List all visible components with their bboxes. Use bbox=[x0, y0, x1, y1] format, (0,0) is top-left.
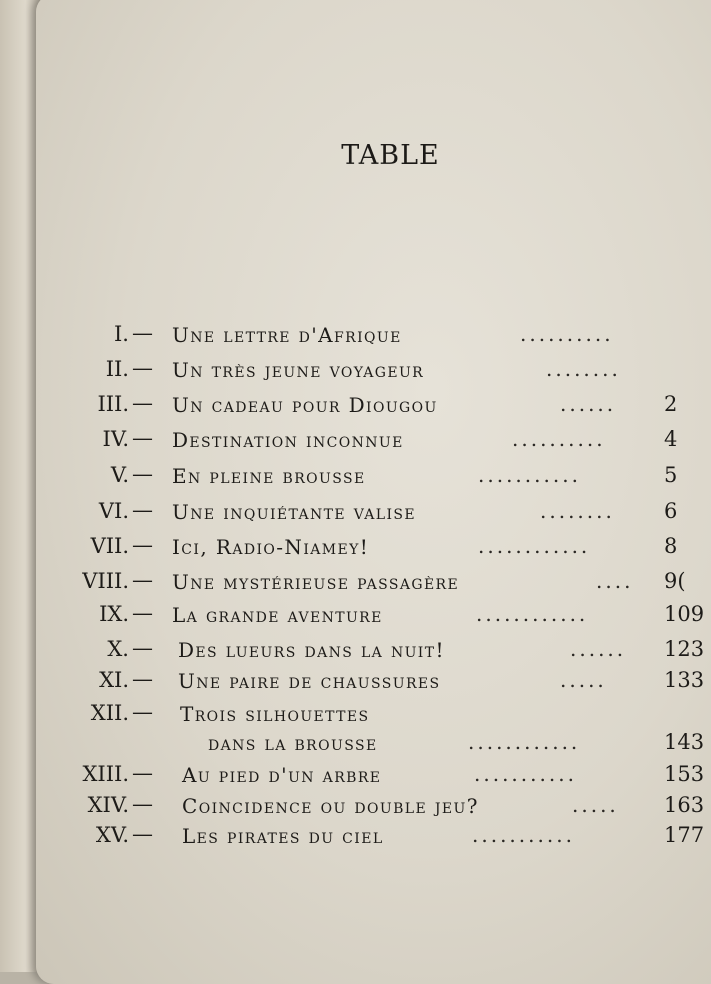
toc-entry bbox=[0, 569, 711, 601]
toc-entry bbox=[0, 427, 711, 459]
toc-chapter-number: III. bbox=[97, 392, 129, 416]
toc-entry bbox=[0, 392, 711, 424]
toc-chapter-number: XII. bbox=[90, 701, 129, 725]
toc-leader-dots: ........... bbox=[478, 463, 581, 487]
toc-leader-dots: ............ bbox=[468, 730, 581, 754]
toc-dash: — bbox=[132, 498, 153, 522]
toc-dash: — bbox=[132, 568, 153, 592]
toc-chapter-title: Au pied d'un arbre bbox=[182, 763, 382, 787]
toc-page-number: 123 bbox=[664, 637, 705, 661]
toc-chapter-title: dans la brousse bbox=[208, 731, 378, 755]
toc-entry bbox=[0, 637, 711, 669]
toc-chapter-number: XI. bbox=[99, 668, 129, 692]
toc-dash: — bbox=[132, 426, 153, 450]
toc-chapter-number: VI. bbox=[98, 499, 129, 523]
toc-chapter-number: V. bbox=[110, 463, 129, 487]
toc-chapter-title: Un cadeau pour Diougou bbox=[172, 393, 438, 417]
toc-dash: — bbox=[132, 700, 153, 724]
toc-chapter-number: VIII. bbox=[82, 569, 129, 593]
toc-entry bbox=[0, 357, 711, 389]
toc-dash: — bbox=[132, 822, 153, 846]
toc-leader-dots: ..... bbox=[560, 668, 607, 692]
toc-chapter-number: VII. bbox=[90, 534, 129, 558]
toc-chapter-title: Trois silhouettes bbox=[180, 702, 370, 726]
toc-dash: — bbox=[132, 601, 153, 625]
toc-chapter-title: Les pirates du ciel bbox=[182, 824, 384, 848]
toc-chapter-title: Une mystérieuse passagère bbox=[172, 570, 460, 594]
toc-chapter-title: En pleine brousse bbox=[172, 464, 366, 488]
toc-chapter-number: X. bbox=[107, 637, 129, 661]
toc-page-number: 4 bbox=[664, 427, 678, 451]
toc-chapter-number: IX. bbox=[99, 602, 129, 626]
toc-leader-dots: ........... bbox=[474, 762, 577, 786]
toc-entry bbox=[0, 793, 711, 825]
toc-entry bbox=[0, 499, 711, 531]
toc-chapter-title: Coincidence ou double jeu? bbox=[182, 794, 479, 818]
toc-entry bbox=[0, 701, 711, 733]
toc-page-number: 2 bbox=[664, 392, 678, 416]
toc-entry bbox=[0, 322, 711, 354]
toc-dash: — bbox=[132, 667, 153, 691]
toc-page-number: 6 bbox=[664, 499, 678, 523]
toc-page-number: 177 bbox=[664, 823, 705, 847]
toc-chapter-number: I. bbox=[114, 322, 129, 346]
toc-leader-dots: ...... bbox=[560, 392, 617, 416]
toc-leader-dots: .......... bbox=[520, 322, 614, 346]
toc-dash: — bbox=[132, 533, 153, 557]
toc-chapter-title: La grande aventure bbox=[172, 603, 383, 627]
toc-page-number: 8 bbox=[664, 534, 678, 558]
toc-entry bbox=[0, 668, 711, 700]
toc-chapter-title: Un très jeune voyageur bbox=[172, 358, 425, 382]
toc-page-number: 9( bbox=[664, 569, 686, 593]
toc-chapter-title: Une inquiétante valise bbox=[172, 500, 417, 524]
toc-dash: — bbox=[132, 321, 153, 345]
toc-entry bbox=[0, 602, 711, 634]
toc-chapter-number: XV. bbox=[95, 823, 129, 847]
toc-entry bbox=[0, 762, 711, 794]
toc-leader-dots: ........... bbox=[472, 823, 575, 847]
toc-leader-dots: ........ bbox=[540, 499, 615, 523]
toc-chapter-number: XIII. bbox=[82, 762, 129, 786]
toc-leader-dots: ..... bbox=[572, 793, 619, 817]
toc-chapter-title: Une paire de chaussures bbox=[178, 669, 441, 693]
toc-page-number: 133 bbox=[664, 668, 705, 692]
toc-page-number: 153 bbox=[664, 762, 705, 786]
toc-leader-dots: ............ bbox=[476, 602, 589, 626]
toc-dash: — bbox=[132, 391, 153, 415]
toc-leader-dots: ...... bbox=[570, 637, 627, 661]
toc-chapter-title: Des lueurs dans la nuit! bbox=[178, 638, 445, 662]
toc-entry bbox=[0, 463, 711, 495]
toc-entry bbox=[0, 823, 711, 855]
toc-leader-dots: .......... bbox=[512, 427, 606, 451]
toc-dash: — bbox=[132, 356, 153, 380]
toc-dash: — bbox=[132, 792, 153, 816]
toc-chapter-number: II. bbox=[105, 357, 129, 381]
toc-chapter-title: Destination inconnue bbox=[172, 428, 404, 452]
toc-page-number: 5 bbox=[664, 463, 678, 487]
toc-leader-dots: ........ bbox=[546, 357, 621, 381]
toc-dash: — bbox=[132, 761, 153, 785]
toc-dash: — bbox=[132, 462, 153, 486]
toc-entry bbox=[0, 534, 711, 566]
toc-entry bbox=[0, 730, 711, 762]
toc-page-number: 163 bbox=[664, 793, 705, 817]
toc-chapter-title: Ici, Radio-Niamey! bbox=[172, 535, 370, 559]
toc-leader-dots: ............ bbox=[478, 534, 591, 558]
toc-chapter-title: Une lettre d'Afrique bbox=[172, 323, 402, 347]
toc-leader-dots: .... bbox=[596, 569, 634, 593]
toc-dash: — bbox=[132, 636, 153, 660]
toc-page-number: 143 bbox=[664, 730, 705, 754]
toc-chapter-number: IV. bbox=[102, 427, 129, 451]
page-title: TABLE bbox=[341, 140, 440, 171]
toc-page-number: 109 bbox=[664, 602, 705, 626]
toc-chapter-number: XIV. bbox=[87, 793, 129, 817]
